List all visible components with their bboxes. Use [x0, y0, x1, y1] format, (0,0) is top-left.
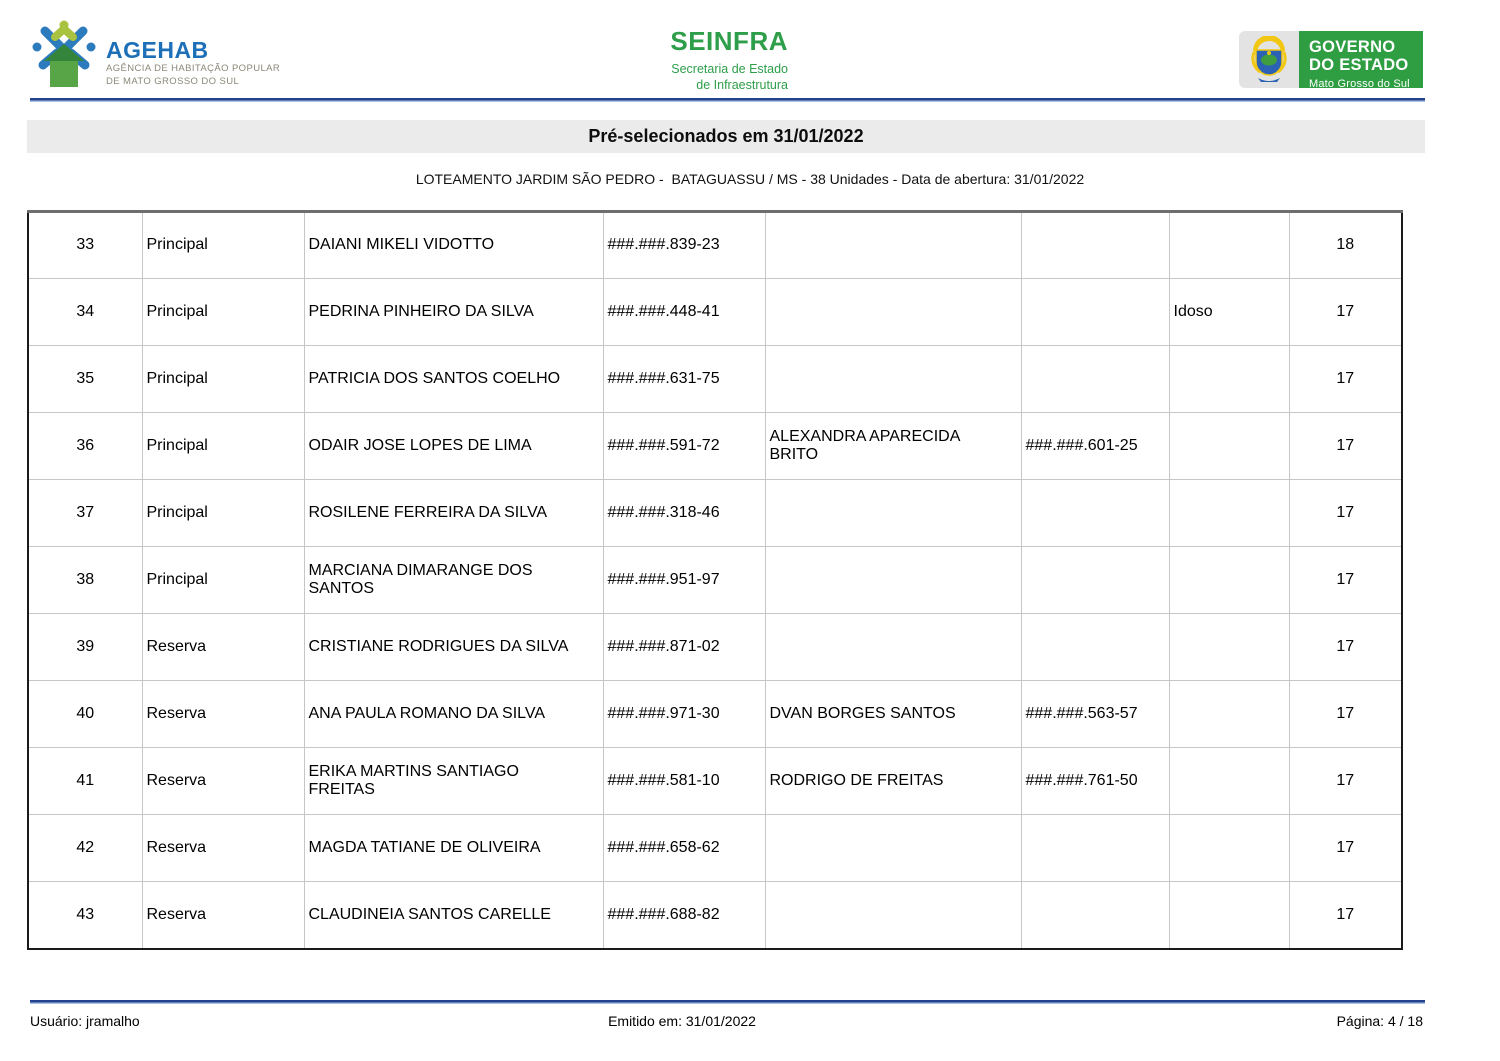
preselected-table [27, 210, 1403, 950]
categoria-cell [1169, 413, 1289, 480]
categoria-cell: Idoso [1169, 279, 1289, 346]
cpf-cell: ###.###.631-75 [603, 346, 765, 413]
governo-line3: Mato Grosso do Sul [1309, 77, 1410, 90]
table-row [28, 212, 1402, 279]
agehab-subtitle-line2: DE MATO GROSSO DO SUL [106, 76, 240, 88]
agehab-text-block [106, 39, 280, 90]
num-cell: 36 [28, 413, 142, 480]
table-row [28, 279, 1402, 346]
num-cell: 42 [28, 815, 142, 882]
cpf-cell: ###.###.318-46 [603, 480, 765, 547]
cpf-cell: ###.###.688-82 [603, 882, 765, 949]
cpf-cell: ###.###.591-72 [603, 413, 765, 480]
conjuge-cell [765, 614, 1021, 681]
pontos-cell: 17 [1289, 815, 1402, 882]
conjuge-cell: ALEXANDRA APARECIDA BRITO [765, 413, 1021, 480]
agehab-subtitle-line1: AGÊNCIA DE HABITAÇÃO POPULAR [106, 63, 281, 75]
cpf-cell: ###.###.951-97 [603, 547, 765, 614]
conjuge-cell [765, 212, 1021, 279]
categoria-cell [1169, 614, 1289, 681]
conjuge-cell [765, 279, 1021, 346]
num-cell: 37 [28, 480, 142, 547]
nome-cell: ODAIR JOSE LOPES DE LIMA [304, 413, 603, 480]
seinfra-subtitle-line1: Secretaria de Estado [671, 62, 788, 76]
conjuge-cell: RODRIGO DE FREITAS [765, 748, 1021, 815]
num-cell: 35 [28, 346, 142, 413]
coat-of-arms-icon [1239, 31, 1299, 88]
cpf-cell: ###.###.658-62 [603, 815, 765, 882]
num-cell: 43 [28, 882, 142, 949]
footer-emitted: Emitido em: 31/01/2022 [608, 1013, 756, 1029]
cpf-conjuge-cell [1021, 815, 1169, 882]
num-cell: 33 [28, 212, 142, 279]
nome-cell: DAIANI MIKELI VIDOTTO [304, 212, 603, 279]
num-cell: 40 [28, 681, 142, 748]
governo-logo [1239, 31, 1423, 88]
governo-line1: GOVERNO [1309, 38, 1396, 56]
cpf-conjuge-cell [1021, 614, 1169, 681]
governo-text-block [1299, 31, 1423, 88]
header-divider [30, 98, 1425, 102]
agehab-house-people-icon [30, 20, 98, 90]
footer-page-number: Página: 4 / 18 [1336, 1013, 1423, 1029]
governo-line2: DO ESTADO [1309, 56, 1409, 75]
cpf-cell: ###.###.971-30 [603, 681, 765, 748]
table-row [28, 480, 1402, 547]
cpf-conjuge-cell [1021, 346, 1169, 413]
cpf-cell: ###.###.581-10 [603, 748, 765, 815]
pontos-cell: 18 [1289, 212, 1402, 279]
nome-cell: CLAUDINEIA SANTOS CARELLE [304, 882, 603, 949]
nome-cell: PATRICIA DOS SANTOS COELHO [304, 346, 603, 413]
nome-cell: ROSILENE FERREIRA DA SILVA [304, 480, 603, 547]
tipo-cell: Principal [142, 547, 304, 614]
pontos-cell: 17 [1289, 279, 1402, 346]
nome-cell: MAGDA TATIANE DE OLIVEIRA [304, 815, 603, 882]
tipo-cell: Reserva [142, 748, 304, 815]
nome-cell: ERIKA MARTINS SANTIAGO FREITAS [304, 748, 603, 815]
categoria-cell [1169, 681, 1289, 748]
num-cell: 34 [28, 279, 142, 346]
page-title: Pré-selecionados em 31/01/2022 [588, 126, 864, 146]
report-subtitle: LOTEAMENTO JARDIM SÃO PEDRO - BATAGUASSU / MS - 38 Unidades - Data de abertura: 31/01/2022 [415, 171, 1085, 187]
table-row [28, 547, 1402, 614]
cpf-conjuge-cell [1021, 212, 1169, 279]
cpf-conjuge-cell [1021, 480, 1169, 547]
table-row [28, 748, 1402, 815]
tipo-cell: Reserva [142, 815, 304, 882]
conjuge-cell [765, 815, 1021, 882]
conjuge-cell [765, 346, 1021, 413]
conjuge-cell [765, 547, 1021, 614]
nome-cell: MARCIANA DIMARANGE DOS SANTOS [304, 547, 603, 614]
num-cell: 39 [28, 614, 142, 681]
cpf-cell: ###.###.871-02 [603, 614, 765, 681]
categoria-cell [1169, 882, 1289, 949]
footer-user: Usuário: jramalho [30, 1013, 140, 1029]
nome-cell: PEDRINA PINHEIRO DA SILVA [304, 279, 603, 346]
tipo-cell: Principal [142, 346, 304, 413]
tipo-cell: Principal [142, 279, 304, 346]
nome-cell: ANA PAULA ROMANO DA SILVA [304, 681, 603, 748]
conjuge-cell [765, 882, 1021, 949]
agehab-wordmark: AGEHAB [106, 37, 209, 64]
agehab-logo [30, 20, 280, 90]
cpf-conjuge-cell: ###.###.601-25 [1021, 413, 1169, 480]
tipo-cell: Principal [142, 212, 304, 279]
pontos-cell: 17 [1289, 614, 1402, 681]
pontos-cell: 17 [1289, 413, 1402, 480]
cpf-conjuge-cell: ###.###.563-57 [1021, 681, 1169, 748]
cpf-conjuge-cell [1021, 279, 1169, 346]
nome-cell: CRISTIANE RODRIGUES DA SILVA [304, 614, 603, 681]
pontos-cell: 17 [1289, 480, 1402, 547]
table-row [28, 614, 1402, 681]
table-row [28, 882, 1402, 949]
tipo-cell: Reserva [142, 681, 304, 748]
num-cell: 38 [28, 547, 142, 614]
tipo-cell: Principal [142, 413, 304, 480]
seinfra-wordmark: SEINFRA [670, 26, 788, 56]
conjuge-cell [765, 480, 1021, 547]
table-body [28, 212, 1402, 949]
categoria-cell [1169, 346, 1289, 413]
categoria-cell [1169, 547, 1289, 614]
categoria-cell [1169, 480, 1289, 547]
table-row [28, 815, 1402, 882]
seinfra-logo [648, 28, 788, 94]
num-cell: 41 [28, 748, 142, 815]
tipo-cell: Principal [142, 480, 304, 547]
cpf-conjuge-cell: ###.###.761-50 [1021, 748, 1169, 815]
conjuge-cell: DVAN BORGES SANTOS [765, 681, 1021, 748]
tipo-cell: Reserva [142, 614, 304, 681]
table-row [28, 413, 1402, 480]
title-band [27, 120, 1425, 153]
cpf-conjuge-cell [1021, 882, 1169, 949]
cpf-cell: ###.###.448-41 [603, 279, 765, 346]
pontos-cell: 17 [1289, 681, 1402, 748]
cpf-cell: ###.###.839-23 [603, 212, 765, 279]
pontos-cell: 17 [1289, 882, 1402, 949]
seinfra-subtitle-line2: de Infraestrutura [696, 78, 788, 93]
categoria-cell [1169, 815, 1289, 882]
pontos-cell: 17 [1289, 748, 1402, 815]
table-row [28, 346, 1402, 413]
tipo-cell: Reserva [142, 882, 304, 949]
pontos-cell: 17 [1289, 346, 1402, 413]
cpf-conjuge-cell [1021, 547, 1169, 614]
footer-divider [30, 1000, 1425, 1004]
pontos-cell: 17 [1289, 547, 1402, 614]
categoria-cell [1169, 212, 1289, 279]
categoria-cell [1169, 748, 1289, 815]
table-row [28, 681, 1402, 748]
